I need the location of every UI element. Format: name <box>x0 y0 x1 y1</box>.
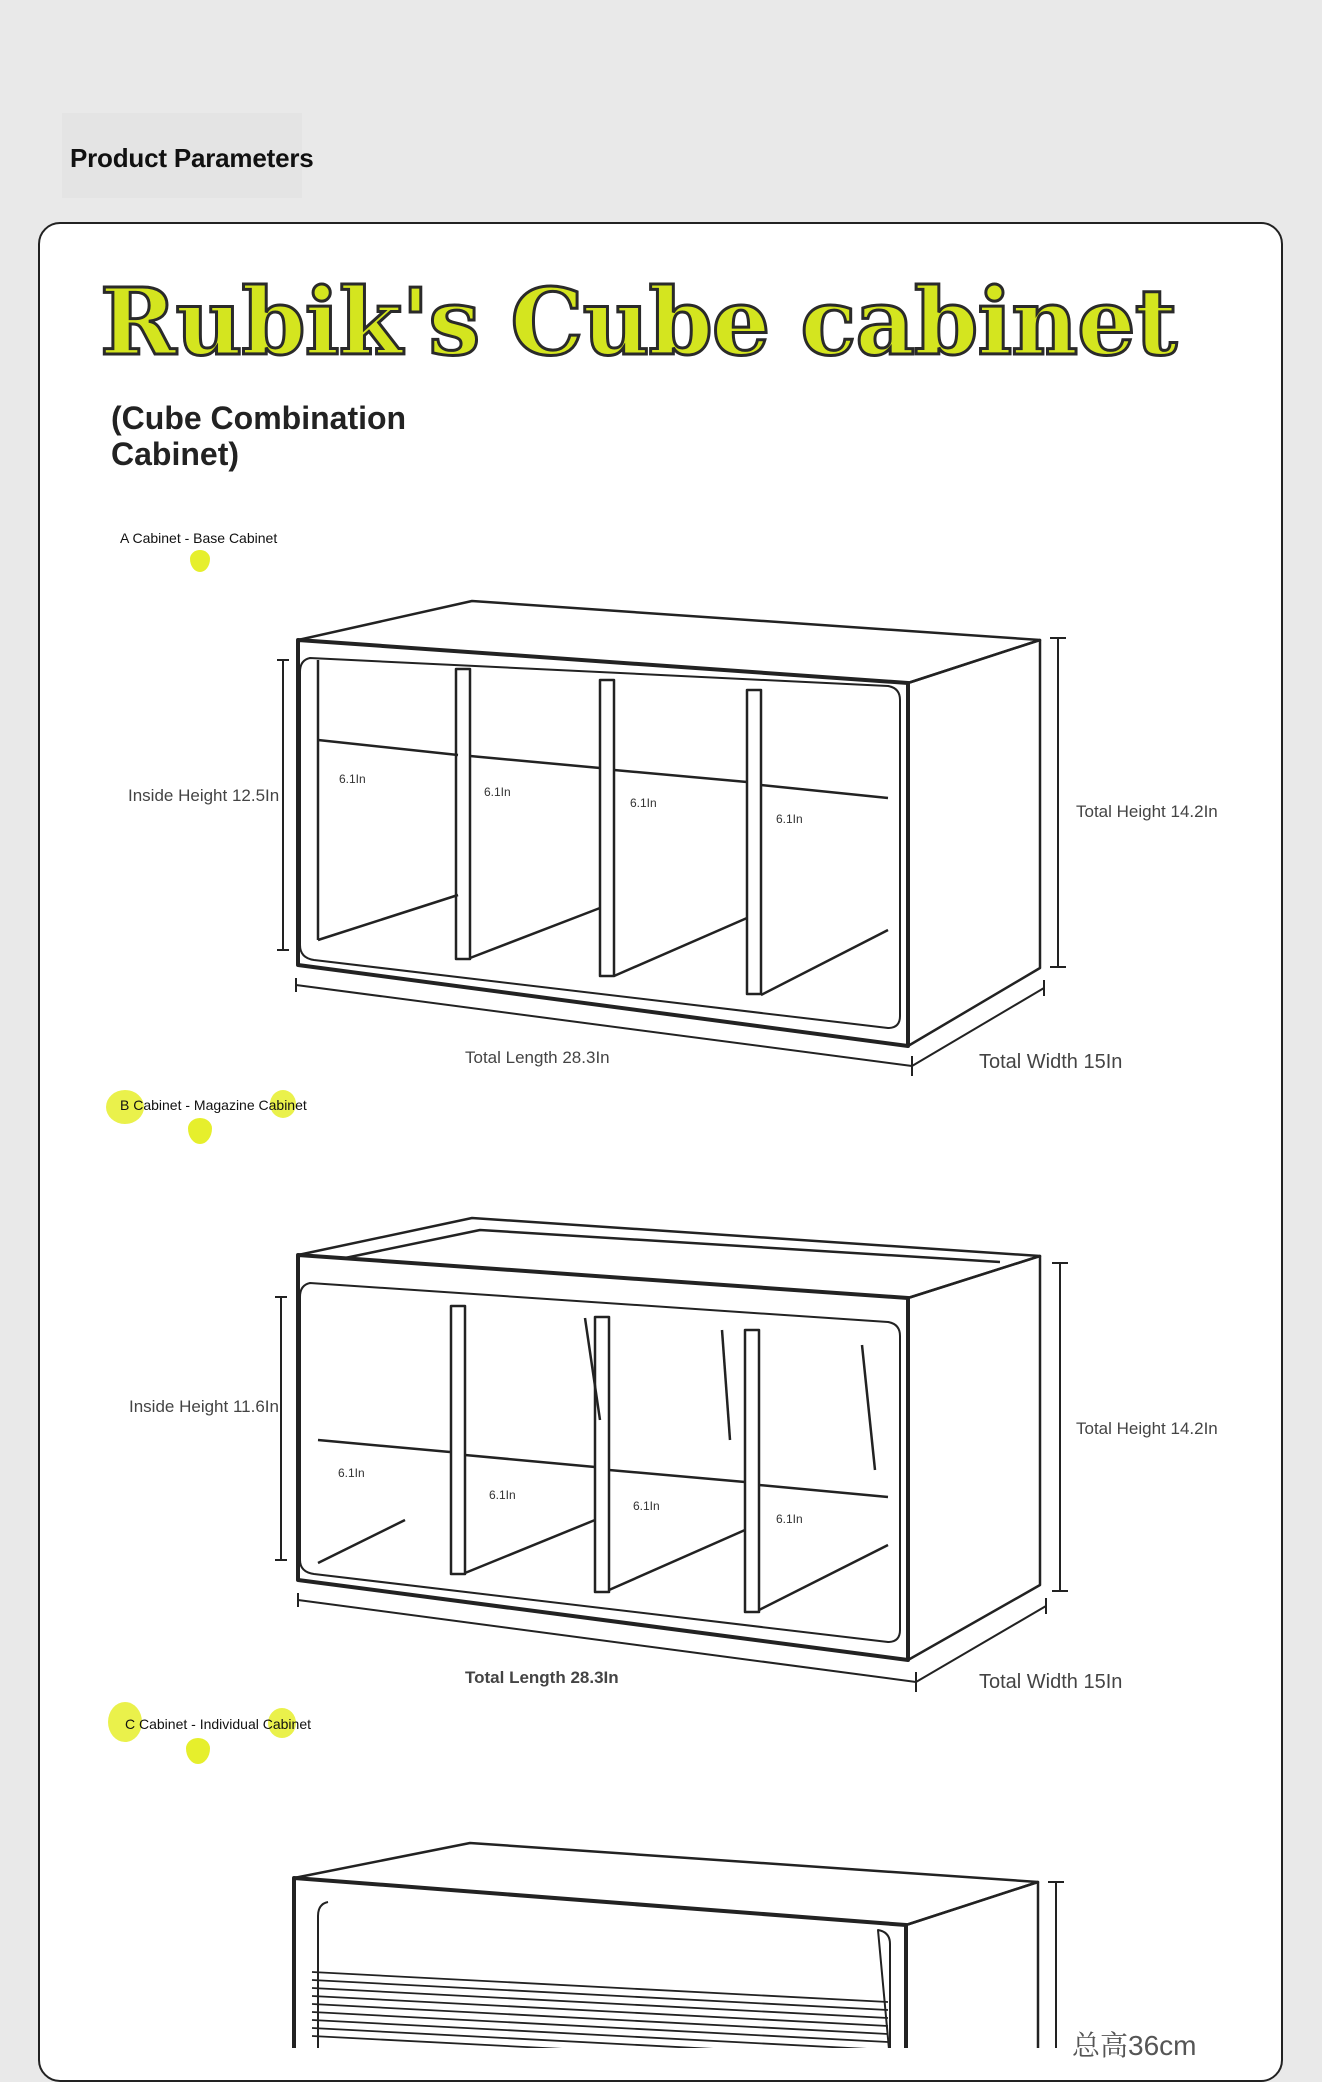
cabinet-a-label: A Cabinet - Base Cabinet <box>120 530 278 546</box>
cabinet-a-inside-height: Inside Height 12.5In <box>128 786 280 805</box>
cabinet-b-cube-size: 6.1In <box>338 1466 365 1480</box>
cabinet-b-inside-height: Inside Height 11.6In <box>129 1397 279 1416</box>
cabinet-c-drawing <box>294 1843 1064 2048</box>
cabinet-b-total-width: Total Width 15In <box>979 1671 1123 1693</box>
cabinet-a-cube-size: 6.1In <box>339 772 366 786</box>
product-title: Rubik's Cube cabinet <box>100 268 1177 376</box>
cabinet-b-cube-size: 6.1In <box>776 1512 803 1526</box>
product-subtitle: (Cube Combination Cabinet) <box>111 400 407 472</box>
cabinet-b-total-height: Total Height 14.2In <box>1076 1419 1218 1438</box>
cabinet-b-cube-size: 6.1In <box>633 1499 660 1513</box>
cabinet-a-cube-size: 6.1In <box>776 812 803 826</box>
cabinet-b-drawing <box>275 1218 1068 1692</box>
cabinet-a-cube-size: 6.1In <box>630 796 657 810</box>
cabinet-c-label: C Cabinet - Individual Cabinet <box>125 1716 311 1732</box>
cabinet-b-label: B Cabinet - Magazine Cabinet <box>120 1097 307 1113</box>
cabinet-a-total-width: Total Width 15In <box>979 1051 1123 1073</box>
cabinet-b-cube-size: 6.1In <box>489 1488 516 1502</box>
cabinet-a-cube-size: 6.1In <box>484 785 511 799</box>
cabinet-c-total-height: 总高36cm <box>1072 2030 1197 2061</box>
page-title: Product Parameters <box>70 143 314 173</box>
cabinet-a-total-height: Total Height 14.2In <box>1076 802 1218 821</box>
cabinet-a-drawing <box>277 601 1066 1076</box>
cabinet-b-total-length: Total Length 28.3In <box>465 1668 619 1687</box>
cabinet-a-total-length: Total Length 28.3In <box>465 1048 610 1067</box>
